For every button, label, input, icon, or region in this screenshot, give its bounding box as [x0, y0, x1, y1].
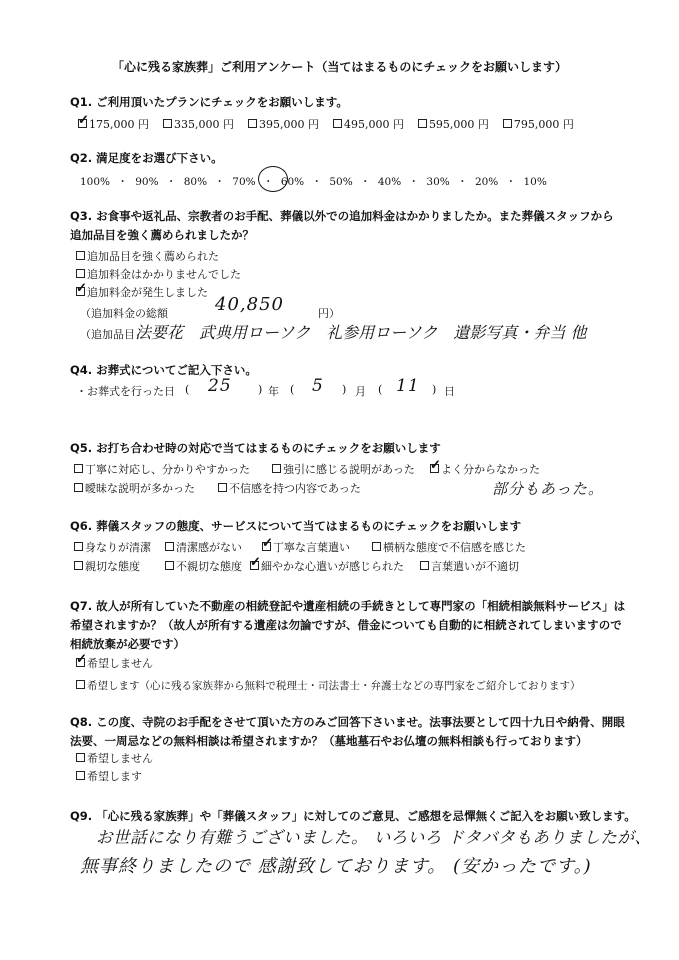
- checkbox[interactable]: [272, 464, 281, 473]
- checkbox-checked[interactable]: [262, 542, 271, 551]
- q8-question-line2: 法要、一周忌などの無料相談は希望されますか？（墓地墓石やお仏壇の無料相談も行っております）: [70, 734, 588, 748]
- q1-plan-label: 595,000 円: [428, 118, 489, 131]
- q4-year-value: 25: [208, 376, 232, 396]
- checkbox[interactable]: [372, 542, 381, 551]
- q4-day-value: 11: [396, 376, 420, 396]
- q5-option-5[interactable]: 不信感を持つ内容であった: [218, 480, 361, 496]
- checkbox[interactable]: [420, 561, 429, 570]
- q2-scale-option[interactable]: 80%: [183, 176, 208, 188]
- q7-question-line3: 相続放棄が必要です）: [70, 637, 185, 651]
- q2-scale-option[interactable]: 60%: [280, 176, 305, 188]
- q2-scale-option[interactable]: 50%: [329, 176, 353, 188]
- checkbox[interactable]: [74, 561, 83, 570]
- checkbox[interactable]: [165, 542, 174, 551]
- checkbox[interactable]: [74, 542, 83, 551]
- q3-items-label: （追加品目: [80, 328, 135, 341]
- separator-dot: ・: [405, 176, 423, 188]
- q2-scale-option[interactable]: 100%: [80, 176, 111, 188]
- q2-scale-option[interactable]: 90%: [135, 176, 159, 188]
- q2-satisfaction-scale: [80, 174, 547, 189]
- q5-option-4[interactable]: 曖昧な説明が多かった: [74, 480, 195, 496]
- separator-dot: ・: [211, 176, 229, 188]
- q6-option-8[interactable]: 言葉遣いが不適切: [420, 558, 519, 574]
- checkbox-checked[interactable]: [76, 658, 85, 667]
- q2-scale-option[interactable]: 40%: [377, 176, 402, 188]
- separator-dot: ・: [308, 176, 326, 188]
- q2-selection-circle: [258, 166, 288, 192]
- q7-question-line2: 希望されますか？（故人が所有する遺産は勿論ですが、借金についても自動的に相続されてしまいますので: [70, 618, 622, 632]
- q4-question: Q4. お葬式についてご記入下さい。: [70, 363, 257, 377]
- checkbox[interactable]: [333, 119, 342, 128]
- q6-option-7[interactable]: ✓ 細やかな心遣いが感じられた: [250, 558, 404, 574]
- q3-option-1[interactable]: 追加品目を強く薦められた: [76, 248, 219, 264]
- q8-option-2[interactable]: 希望します: [76, 768, 142, 784]
- q7-question-line1: Q7. 故人が所有していた不動産の相続登記や遺産相続の手続きとして専門家の「相続相談無料サービス」は: [70, 599, 626, 613]
- q1-plan-label: 175,000 円: [89, 118, 149, 131]
- q1-plan-option[interactable]: [163, 118, 234, 131]
- q7-option-1[interactable]: ✓希望しません: [76, 655, 153, 671]
- separator-dot: ・: [453, 176, 471, 188]
- q4-month-value: 5: [312, 376, 324, 396]
- q6-option-3[interactable]: ✓ 丁寧な言葉遣い: [262, 539, 350, 555]
- q2-scale-option[interactable]: 20%: [474, 176, 499, 188]
- q3-question-line2: 追加品目を強く薦められましたか？: [70, 228, 254, 242]
- q4-month-unit: 月: [355, 385, 366, 398]
- q4-year-close: ): [258, 383, 263, 396]
- checkbox[interactable]: [76, 753, 85, 762]
- q8-question-line1: Q8. この度、寺院のお手配をさせて頂いた方のみご回答下さいませ。法事法要として四十九日や納骨、開眼: [70, 715, 625, 729]
- q4-day-open: (: [378, 383, 383, 396]
- checkbox[interactable]: [76, 269, 85, 278]
- separator-dot: ・: [162, 176, 180, 188]
- q5-note: 部分もあった。: [492, 480, 604, 498]
- q6-option-6[interactable]: 不親切な態度: [165, 558, 242, 574]
- q1-options: [78, 116, 588, 132]
- q9-answer-line2: 無事終りましたので 感謝致しております。 (安かったです。): [80, 856, 592, 877]
- q2-scale-option[interactable]: 30%: [426, 176, 450, 188]
- checkbox[interactable]: [418, 119, 427, 128]
- q4-day-unit: 日: [444, 385, 455, 398]
- q1-plan-label: 495,000 円: [343, 118, 404, 131]
- checkbox-checked[interactable]: [430, 464, 439, 473]
- q3-question-line1: Q3. お食事や返礼品、宗教者のお手配、葬儀以外での追加料金はかかりましたか。また葬儀スタッフから: [70, 209, 614, 223]
- q3-option-2[interactable]: 追加料金はかかりませんでした: [76, 266, 241, 282]
- checkbox[interactable]: [74, 464, 83, 473]
- survey-title: 「心に残る家族葬」ご利用アンケート（当てはまるものにチェックをお願いします）: [112, 60, 567, 74]
- q3-option-3[interactable]: ✓追加料金が発生しました: [76, 284, 208, 300]
- separator-dot: ・: [502, 176, 520, 188]
- checkbox[interactable]: [76, 771, 85, 780]
- q1-plan-label: 335,000 円: [173, 118, 234, 131]
- checkbox[interactable]: [248, 119, 257, 128]
- q9-question: Q9. 「心に残る家族葬」や「葬儀スタッフ」に対してのご意見、ご感想を忌憚無くご記入をお願い致します。: [70, 809, 636, 823]
- checkbox[interactable]: [165, 561, 174, 570]
- separator-dot: ・: [259, 176, 277, 188]
- q6-option-2[interactable]: 清潔感がない: [165, 539, 242, 555]
- checkbox[interactable]: [218, 483, 227, 492]
- q1-plan-option[interactable]: [248, 118, 319, 131]
- q5-option-3[interactable]: ✓ よく分からなかった: [430, 461, 540, 477]
- q3-total-value: 40,850: [215, 294, 284, 315]
- q6-option-5[interactable]: 親切な態度: [74, 558, 140, 574]
- q6-question: Q6. 葬儀スタッフの態度、サービスについて当てはまるものにチェックをお願いします: [70, 519, 522, 533]
- separator-dot: ・: [356, 176, 374, 188]
- q1-plan-option[interactable]: [78, 118, 149, 131]
- q4-year-open: (: [185, 383, 190, 396]
- q4-month-open: (: [290, 383, 295, 396]
- q4-day-close: ): [432, 383, 437, 396]
- q3-items-value: 法要花 武典用ローソク 礼参用ローソク 遺影写真・弁当 他: [135, 323, 587, 342]
- q1-plan-option[interactable]: [418, 118, 489, 131]
- q1-plan-label: 395,000 円: [258, 118, 319, 131]
- checkbox-checked[interactable]: [78, 119, 87, 128]
- q4-year-unit: 年: [268, 385, 279, 398]
- q1-plan-label: 795,000 円: [513, 118, 574, 131]
- q7-option-2[interactable]: 希望します（心に残る家族葬から無料で税理士・司法書士・弁護士などの専門家をご紹介しております）: [76, 678, 581, 693]
- separator-dot: ・: [114, 176, 132, 188]
- q9-answer-line1: お世話になり有難うございました。 いろいろ ドタバタもありましたが、: [96, 828, 652, 847]
- q1-plan-option[interactable]: [333, 118, 404, 131]
- q4-month-close: ): [342, 383, 347, 396]
- q2-question: Q2. 満足度をお選び下さい。: [70, 151, 223, 165]
- q4-date-label: ・お葬式を行った日: [76, 385, 175, 398]
- q2-scale-option[interactable]: 10%: [523, 176, 547, 188]
- q5-option-2[interactable]: 強引に感じる説明があった: [272, 461, 415, 477]
- checkbox[interactable]: [503, 119, 512, 128]
- q3-total-label: （追加料金の総額: [80, 307, 168, 320]
- checkbox-checked[interactable]: [76, 287, 85, 296]
- q5-question: Q5. お打ち合わせ時の対応で当てはまるものにチェックをお願いします: [70, 441, 441, 455]
- checkbox[interactable]: [163, 119, 172, 128]
- q6-option-4[interactable]: 横柄な態度で不信感を感じた: [372, 539, 526, 555]
- q6-option-1[interactable]: 身なりが清潔: [74, 539, 151, 555]
- q1-question: Q1. ご利用頂いたプランにチェックをお願いします。: [70, 95, 348, 109]
- q8-option-1[interactable]: 希望しません: [76, 750, 153, 766]
- q1-plan-option[interactable]: [503, 118, 574, 131]
- q3-total-unit: 円）: [318, 307, 340, 320]
- checkbox[interactable]: [74, 483, 83, 492]
- checkbox[interactable]: [76, 680, 85, 689]
- q5-option-1[interactable]: 丁寧に対応し、分かりやすかった: [74, 461, 250, 477]
- q2-scale-option[interactable]: 70%: [232, 176, 256, 188]
- checkbox[interactable]: [76, 251, 85, 260]
- checkbox-checked[interactable]: [250, 561, 259, 570]
